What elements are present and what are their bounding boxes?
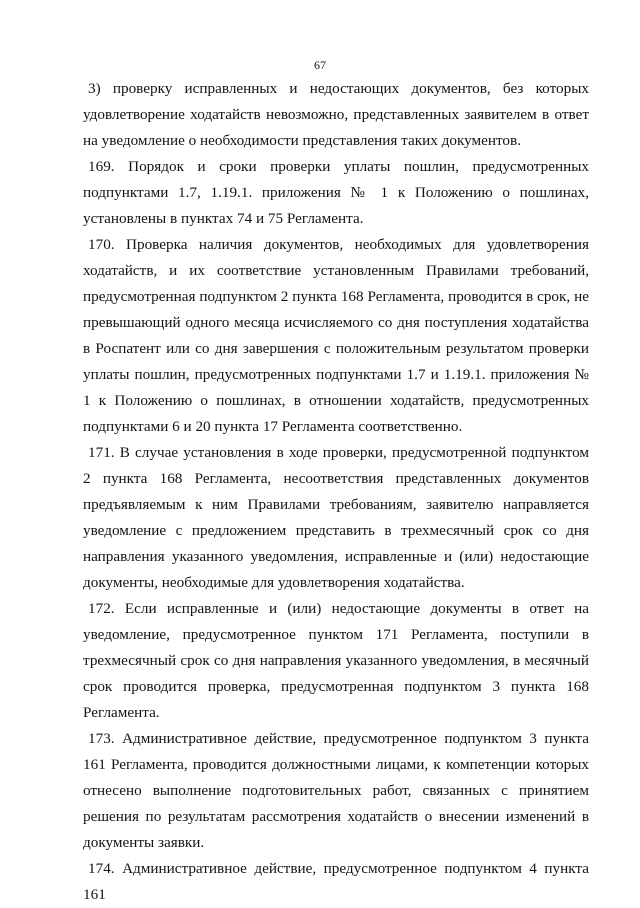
paragraph-item-3: 3) проверку исправленных и недостающих документов, без которых удовлетворение ходатайств невозможно, представленных заявителем в ответ на уведомление о необходимости представления таких документов.	[83, 80, 589, 149]
paragraph-173: 173. Административное действие, предусмотренное подпунктом 3 пункта 161 Регламента, проводится должностными лицами, к компетенции которых отнесено выполнение подготовительных работ, связанных с принятием решения по результатам рассмотрения ходатайств о внесении изменений в документы заявки.	[83, 730, 589, 851]
document-body	[83, 76, 589, 908]
paragraph-170: 170. Проверка наличия документов, необходимых для удовлетворения ходатайств, и их соответствие установленным Правилами требований, предусмотренная подпунктом 2 пункта 168 Регламента, проводится в срок, не превышающий одного месяца исчисляемого со дня поступления ходатайства в Роспатент или со дня завершения с положительным результатом проверки уплаты пошлин, предусмотренных подпунктами 1.7 и 1.19.1. приложения № 1 к Положению о пошлинах, в отношении ходатайств, предусмотренных подпунктами 6 и 20 пункта 17 Регламента соответственно.	[83, 236, 589, 435]
paragraph-172: 172. Если исправленные и (или) недостающие документы в ответ на уведомление, предусмотренное пунктом 171 Регламента, поступили в трехмесячный срок со дня направления указанного уведомления, в месячный срок проводится проверка, предусмотренная подпунктом 3 пункта 168 Регламента.	[83, 600, 589, 721]
paragraph-174: 174. Административное действие, предусмотренное подпунктом 4 пункта 161	[83, 860, 589, 903]
paragraph-169: 169. Порядок и сроки проверки уплаты пошлин, предусмотренных подпунктами 1.7, 1.19.1. приложения № 1 к Положению о пошлинах, установлены в пунктах 74 и 75 Регламента.	[83, 158, 589, 227]
page-number: 67	[314, 58, 326, 72]
paragraph-171: 171. В случае установления в ходе проверки, предусмотренной подпунктом 2 пункта 168 Регламента, несоответствия представленных документов предъявляемым к ним Правилами требованиям, заявителю направляется уведомление с предложением представить в трехмесячный срок со дня направления указанного уведомления, исправленные и (или) недостающие документы, необходимые для удовлетворения ходатайства.	[83, 444, 589, 591]
